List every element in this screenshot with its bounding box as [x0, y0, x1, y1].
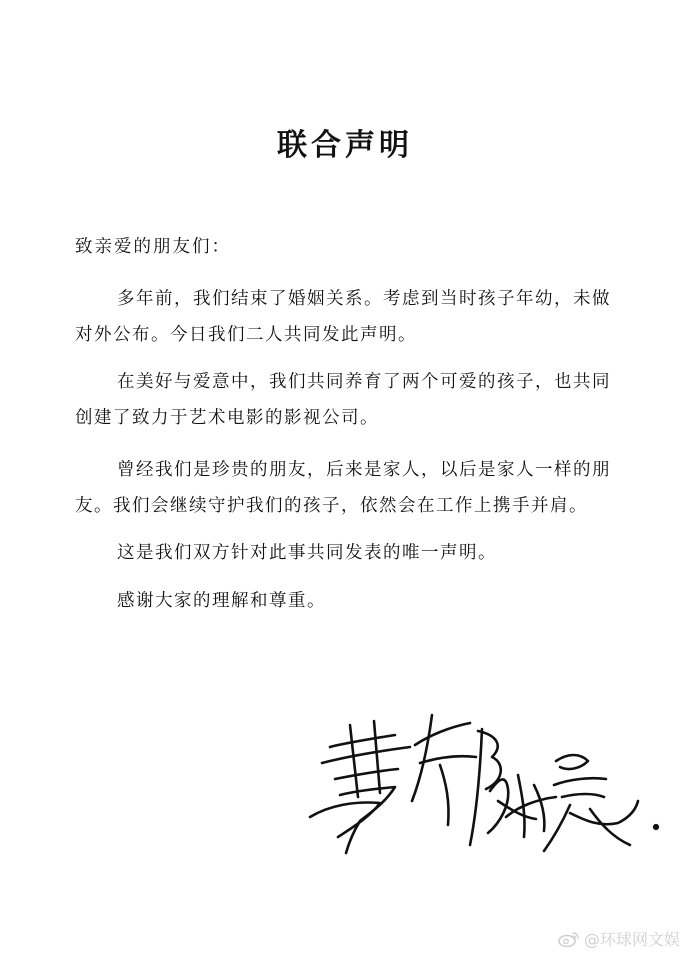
watermark: [558, 927, 680, 950]
watermark-text: @环球网文娱: [583, 930, 680, 949]
paragraph-5: 感谢大家的理解和尊重。: [117, 591, 326, 611]
paragraph-2: 在美好与爱意中，我们共同养育了两个可爱的孩子，也共同创建了致力于艺术电影的影视公司。: [75, 372, 611, 428]
handwritten-signature: [300, 705, 670, 865]
paragraph-3: 曾经我们是珍贵的朋友，后来是家人，以后是家人一样的朋友。我们会继续守护我们的孩子，依然会在工作上携手并肩。: [75, 460, 611, 516]
document-title: 联合声明: [277, 128, 413, 163]
weibo-icon: [558, 930, 580, 948]
paragraph-4: 这是我们双方针对此事共同发表的唯一声明。: [117, 543, 497, 563]
salutation: 致亲爱的朋友们：: [75, 237, 231, 257]
paragraph-1: 多年前，我们结束了婚姻关系。考虑到当时孩子年幼，未做对外公布。今日我们二人共同发此声明。: [75, 289, 611, 345]
